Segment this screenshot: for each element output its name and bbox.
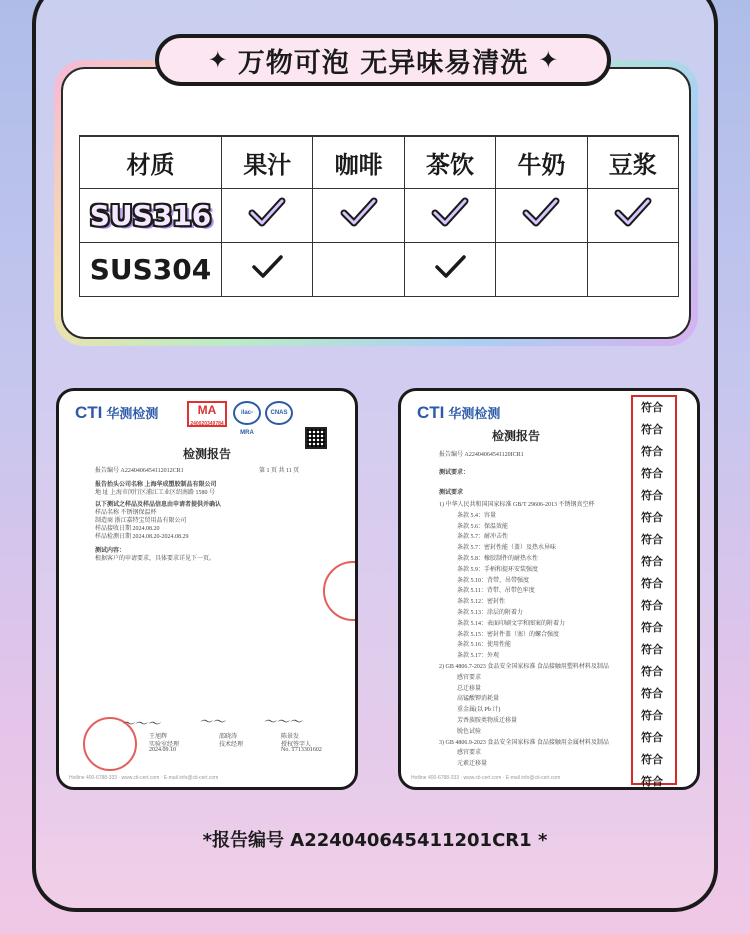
report-line: 条款 5.7：密封性能（盖）及热水异味 bbox=[457, 545, 557, 552]
report-line: 条款 5.10：背带、吊带强度 bbox=[457, 577, 530, 584]
report-line: 总迁移量 bbox=[457, 685, 482, 692]
signer-name: 陈景发 bbox=[281, 734, 300, 740]
pass-label: 符合 bbox=[641, 445, 663, 458]
material-label: SUS304 bbox=[89, 252, 212, 286]
check-cell bbox=[587, 242, 678, 296]
report-line: 元素迁移量 bbox=[457, 761, 488, 768]
cti-logo: CTI 华测检测 bbox=[75, 403, 159, 422]
signature: ～～ bbox=[199, 715, 226, 730]
signer-role: 技术经理 bbox=[219, 742, 244, 748]
pass-label: 符合 bbox=[641, 775, 663, 788]
pass-label: 符合 bbox=[641, 511, 663, 524]
cma-badge: MA 240020349784 bbox=[187, 401, 227, 427]
cti-logo: CTI 华测检测 bbox=[417, 403, 501, 422]
report-line: 条款 5.15：密封件盖（塞）的螺合强度 bbox=[457, 631, 560, 638]
report-line: 脱色试验 bbox=[457, 728, 482, 735]
report-number: *报告编号 A224040645411201CR1 * bbox=[202, 830, 548, 851]
report-line: 样品接收日期 2024.08.20 bbox=[95, 526, 160, 532]
report-line: 条款 5.12：密封性 bbox=[457, 599, 506, 606]
report-title: 检测报告 bbox=[491, 429, 540, 443]
report-line: 条款 5.17：外观 bbox=[457, 653, 500, 660]
column-header: 咖啡 bbox=[313, 136, 404, 188]
column-header: 牛奶 bbox=[496, 136, 587, 188]
signer-role: 实验室经理 bbox=[149, 742, 180, 748]
report-line: 1) 中华人民共和国国家标准 GB/T 29606-2013 不锈钢真空杯 bbox=[439, 502, 595, 508]
pass-label: 符合 bbox=[641, 577, 663, 590]
report-line: 测试内容： bbox=[95, 548, 126, 554]
report-line: 3) GB 4806.9-2023 食品安全国家标准 食品接触用金属材料及制品 bbox=[439, 739, 609, 746]
report-line: 报告编号 A22404064541120ICR1 bbox=[439, 452, 524, 458]
check-cell bbox=[313, 188, 404, 242]
pass-label: 符合 bbox=[641, 687, 663, 700]
doc-footer: Hotline 400-6788-333 · www.cti-cert.com · E-mail info@cti-cert.com bbox=[69, 775, 219, 781]
report-line: 条款 5.7：耐冲击性 bbox=[457, 534, 509, 541]
report-line: 高锰酸钾消耗量 bbox=[457, 696, 500, 703]
signature: ～～～ bbox=[121, 717, 161, 732]
checkmark-icon bbox=[521, 195, 561, 229]
report-line: 根据客户的申请要求，具体要求详见下一页。 bbox=[95, 556, 216, 562]
report-section: 测试要求： bbox=[439, 470, 470, 476]
sign-date: 2024.09.10 bbox=[149, 747, 176, 753]
header-title: 万物可泡 无异味易清洗 bbox=[237, 47, 529, 79]
test-report-cover bbox=[56, 388, 358, 790]
report-line: 条款 5.13：涂层的附着力 bbox=[457, 610, 524, 616]
checkmark-icon bbox=[613, 195, 653, 229]
checkmark-icon bbox=[430, 195, 470, 229]
pass-label: 符合 bbox=[641, 467, 663, 480]
report-line: 条款 5.9：手柄和提环安装强度 bbox=[457, 566, 539, 573]
report-line: 条款 5.14：表面印刷文字和图案的附着力 bbox=[457, 620, 566, 627]
red-seal bbox=[83, 717, 137, 771]
comparison-card bbox=[54, 60, 698, 346]
sparkle-icon: ✦ bbox=[207, 46, 228, 74]
report-line: 样品检测日期 2024.08.20-2024.08.29 bbox=[95, 534, 189, 540]
checkmark-icon bbox=[247, 195, 287, 229]
report-line: 报告抬头公司名称 上海华成塑胶制品有限公司 bbox=[95, 482, 217, 488]
check-cell bbox=[313, 242, 404, 296]
sign-number: No. T713301602 bbox=[281, 747, 322, 753]
signature: ～～～ bbox=[263, 715, 303, 730]
report-line: 感官要求 bbox=[457, 750, 482, 757]
check-cell bbox=[496, 188, 587, 242]
checkmark-icon bbox=[247, 249, 287, 283]
pass-label: 符合 bbox=[641, 731, 663, 744]
report-line: 制造商 浙江嘉特宝贸用品有限公司 bbox=[95, 518, 187, 524]
column-header: 材质 bbox=[80, 136, 222, 188]
report-line: 条款 5.4：容量 bbox=[457, 512, 497, 519]
header-pill bbox=[155, 34, 611, 86]
pass-label: 符合 bbox=[641, 621, 663, 634]
page-label: 第 1 页 共 11 页 bbox=[259, 468, 300, 474]
signer-name: 王旭辉 bbox=[149, 734, 168, 740]
column-header: 果汁 bbox=[222, 136, 313, 188]
pass-label: 符合 bbox=[641, 753, 663, 766]
report-line: 地 址 上海市闵行区浦江工业区绍南路 1580 号 bbox=[95, 490, 216, 496]
check-cell bbox=[587, 188, 678, 242]
check-cell bbox=[222, 188, 313, 242]
pass-label: 符合 bbox=[641, 401, 663, 414]
pass-label: 符合 bbox=[641, 533, 663, 546]
sparkle-icon: ✦ bbox=[538, 46, 559, 74]
report-line: 以下测试之样品及样品信息由申请者提供并确认 bbox=[95, 502, 222, 508]
pass-label: 符合 bbox=[641, 489, 663, 502]
column-header: 豆浆 bbox=[587, 136, 678, 188]
report-line: 重金属(以 Pb 计) bbox=[457, 707, 501, 714]
report-line: 报告编号 A2240406454112012CR1 bbox=[95, 468, 184, 474]
check-cell bbox=[404, 242, 495, 296]
doc-footer: Hotline 400-6788-333 · www.cti-cert.com · E-mail info@cti-cert.com bbox=[411, 775, 561, 781]
test-report-results bbox=[398, 388, 700, 790]
pass-label: 符合 bbox=[641, 665, 663, 678]
pass-label: 符合 bbox=[641, 555, 663, 568]
pass-label: 符合 bbox=[641, 643, 663, 656]
table-row bbox=[80, 242, 679, 296]
pass-label: 符合 bbox=[641, 599, 663, 612]
report-line: 样品名称 不锈钢保温杯 bbox=[95, 510, 157, 516]
report-line: 感官要求 bbox=[457, 674, 482, 681]
material-comparison-table bbox=[79, 135, 679, 297]
signer-name: 邵晓涛 bbox=[219, 734, 238, 740]
check-cell bbox=[404, 188, 495, 242]
report-line: 2) GB 4806.7-2023 食品安全国家标准 食品接触用塑料材料及制品 bbox=[439, 664, 609, 670]
red-seal bbox=[323, 561, 358, 621]
check-cell bbox=[496, 242, 587, 296]
report-line: 条款 5.8：橡胶制件的耐热水性 bbox=[457, 556, 539, 562]
material-label: SUS316 bbox=[89, 198, 212, 232]
report-section: 测试要求 bbox=[439, 490, 464, 496]
report-line: 条款 5.11：背带、吊带色牢度 bbox=[457, 588, 535, 595]
signer-role: 授权签字人 bbox=[281, 742, 312, 748]
report-title: 检测报告 bbox=[182, 447, 231, 461]
table-header-row bbox=[80, 136, 679, 188]
report-line: 芳香族胺类物质迁移量 bbox=[457, 718, 518, 724]
checkmark-icon bbox=[430, 249, 470, 283]
pass-label: 符合 bbox=[641, 709, 663, 722]
report-line: 条款 5.16：使用性能 bbox=[457, 642, 512, 649]
check-cell bbox=[222, 242, 313, 296]
ilac-icon: ilac-MRA bbox=[233, 401, 261, 425]
report-line: 条款 5.6：保温效能 bbox=[457, 523, 509, 530]
checkmark-icon bbox=[339, 195, 379, 229]
table-row bbox=[80, 188, 679, 242]
cnas-icon: CNAS bbox=[265, 401, 293, 425]
pass-label: 符合 bbox=[641, 423, 663, 436]
column-header: 茶饮 bbox=[404, 136, 495, 188]
